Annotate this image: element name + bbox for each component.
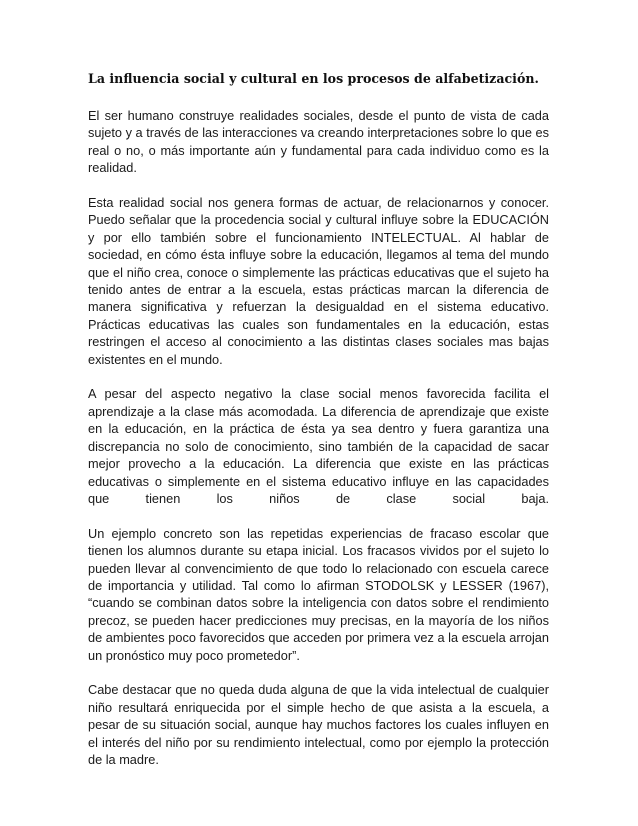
document-body [88, 107, 549, 786]
paragraph-1: El ser humano construye realidades sociales, desde el punto de vista de cada sujeto y a través de las interacciones va creando interpretaciones sobre lo que es real o no, o más importante aún y fundamental para cada individuo como es la realidad. [88, 108, 549, 176]
paragraph-5: Cabe destacar que no queda duda alguna de que la vida intelectual de cualquier niño resultará enriquecida por el simple hecho de que asista a la escuela, a pesar de su situación social, aunque hay muchos factores los cuales influyen en el interés del niño por su rendimiento intelectual, como por ejemplo la protección de la madre. [88, 682, 549, 767]
paragraph-3: A pesar del aspecto negativo la clase social menos favorecida facilita el aprendizaje a la clase más acomodada. La diferencia de aprendizaje que existe en la educación, en la práctica de ésta ya sea dentro y fuera garantiza una discrepancia no solo de conocimiento, sino también de la capacidad de sacar mejor provecho a la educación. La diferencia que existe en las prácticas educativas o simplemente en el sistema educativo influye en las capacidades que tienen los niños de clase social baja. [88, 386, 549, 506]
document-title: La influencia social y cultural en los procesos de alfabetización. [88, 71, 539, 86]
paragraph-2: Esta realidad social nos genera formas de actuar, de relacionarnos y conocer. Puedo señalar que la procedencia social y cultural influye sobre la EDUCACIÓN y por ello también sobre el funcionamiento INTELECTUAL. Al hablar de sociedad, en cómo ésta influye sobre la educación, llegamos al tema del mundo que el niño crea, conoce o simplemente las prácticas educativas que el sujeto ha tenido antes de entrar a la escuela, estas prácticas marcan la diferencia de manera significativa y refuerzan la desigualdad en el sistema educativo. Prácticas educativas las cuales son fundamentales en la educación, estas restringen el acceso al conocimiento a las distintas clases sociales mas bajas existentes en el mundo. [88, 195, 549, 367]
paragraph-4: Un ejemplo concreto son las repetidas experiencias de fracaso escolar que tienen los alumnos durante su etapa inicial. Los fracasos vividos por el sujeto lo pueden llevar al convencimiento de que todo lo relacionado con escuela carece de importancia y utilidad. Tal como lo afirman STODOLSK y LESSER (1967), “cuando se combinan datos sobre la inteligencia con datos sobre el rendimiento precoz, se pueden hacer predicciones muy precisas, en la mayoría de los niños de ambientes poco favorecidos que acceden por primera vez a la escuela arrojan un pronóstico muy poco prometedor”. [88, 525, 549, 663]
